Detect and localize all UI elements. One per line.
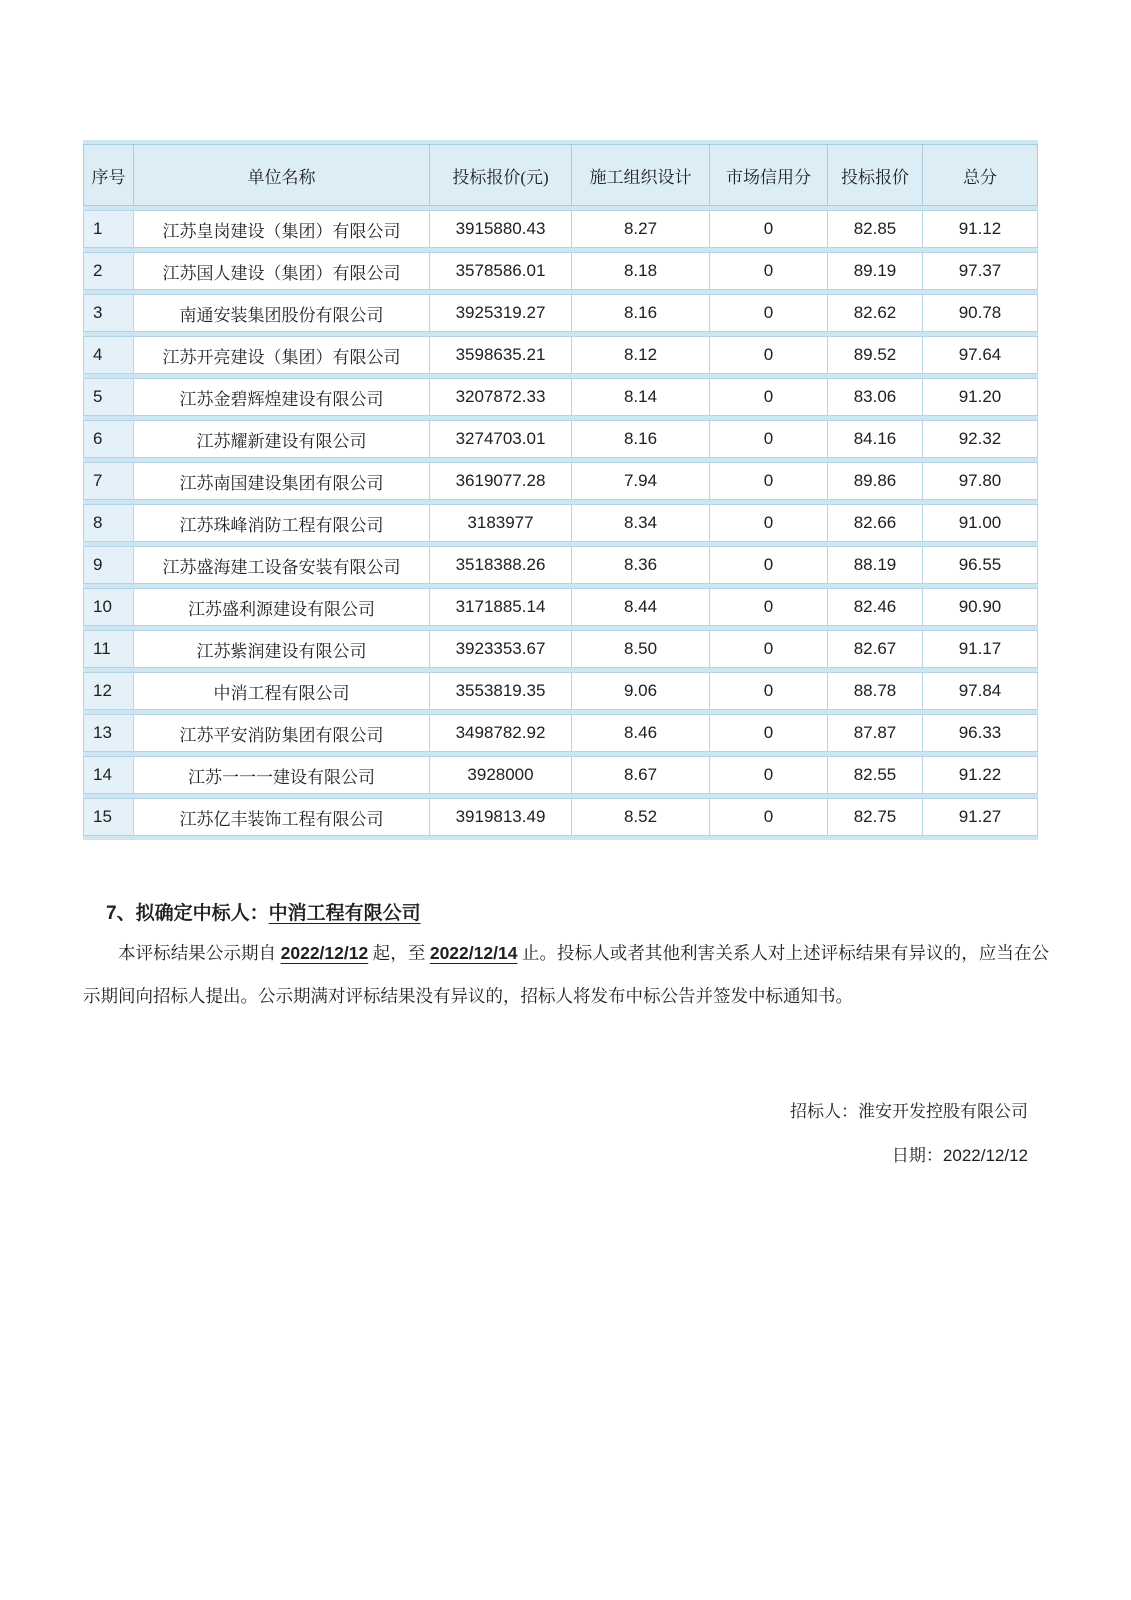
cell-design-score: 8.67 [572,756,710,794]
cell-price-score: 82.67 [828,630,923,668]
cell-seq: 3 [83,294,134,332]
cell-seq: 7 [83,462,134,500]
cell-company: 江苏皇岗建设（集团）有限公司 [134,210,430,248]
cell-seq: 6 [83,420,134,458]
cell-price-score: 88.78 [828,672,923,710]
cell-price-score: 87.87 [828,714,923,752]
cell-company: 江苏盛利源建设有限公司 [134,588,430,626]
cell-company: 中消工程有限公司 [134,672,430,710]
cell-seq: 14 [83,756,134,794]
table-row [83,210,1038,248]
cell-bid-price: 3274703.01 [430,420,572,458]
cell-price-score: 82.66 [828,504,923,542]
cell-seq: 9 [83,546,134,584]
table-row [83,336,1038,374]
notice-text-1: 本评标结果公示期自 [118,943,281,963]
header-seq: 序号 [83,144,134,206]
header-credit-score: 市场信用分 [710,144,828,206]
cell-company: 江苏平安消防集团有限公司 [134,714,430,752]
cell-total-score: 91.12 [923,210,1038,248]
cell-total-score: 91.27 [923,798,1038,836]
table-row [83,630,1038,668]
cell-credit-score: 0 [710,756,828,794]
cell-price-score: 83.06 [828,378,923,416]
cell-price-score: 82.46 [828,588,923,626]
cell-design-score: 7.94 [572,462,710,500]
table-row [83,420,1038,458]
cell-design-score: 8.12 [572,336,710,374]
header-price-score: 投标报价 [828,144,923,206]
cell-price-score: 89.86 [828,462,923,500]
cell-company: 江苏盛海建工设备安装有限公司 [134,546,430,584]
cell-bid-price: 3598635.21 [430,336,572,374]
cell-total-score: 90.78 [923,294,1038,332]
cell-bid-price: 3928000 [430,756,572,794]
cell-company: 江苏一一一建设有限公司 [134,756,430,794]
cell-design-score: 8.16 [572,420,710,458]
cell-bid-price: 3919813.49 [430,798,572,836]
cell-total-score: 91.20 [923,378,1038,416]
header-total-score: 总分 [923,144,1038,206]
cell-company: 江苏亿丰装饰工程有限公司 [134,798,430,836]
table-row [83,798,1038,836]
cell-seq: 2 [83,252,134,290]
cell-credit-score: 0 [710,588,828,626]
cell-credit-score: 0 [710,630,828,668]
cell-bid-price: 3171885.14 [430,588,572,626]
table-row [83,504,1038,542]
table-row [83,756,1038,794]
cell-company: 江苏南国建设集团有限公司 [134,462,430,500]
publicity-notice-paragraph [83,932,1049,1018]
cell-total-score: 97.84 [923,672,1038,710]
table-row [83,714,1038,752]
cell-seq: 5 [83,378,134,416]
cell-credit-score: 0 [710,546,828,584]
cell-seq: 4 [83,336,134,374]
cell-price-score: 82.75 [828,798,923,836]
cell-seq: 1 [83,210,134,248]
cell-total-score: 97.64 [923,336,1038,374]
cell-design-score: 8.36 [572,546,710,584]
cell-total-score: 90.90 [923,588,1038,626]
cell-company: 江苏珠峰消防工程有限公司 [134,504,430,542]
cell-bid-price: 3207872.33 [430,378,572,416]
cell-credit-score: 0 [710,336,828,374]
table-row [83,252,1038,290]
cell-seq: 8 [83,504,134,542]
cell-credit-score: 0 [710,714,828,752]
cell-company: 江苏耀新建设有限公司 [134,420,430,458]
notice-text-3: 止。投标人或者其他利害关系人对上述评标结果有异议的，应当在公示期间向招标人提出。公示期满对评标结果没有异议的，招标人将发布中标公告并签发中标通知书。 [83,943,1050,1006]
cell-design-score: 9.06 [572,672,710,710]
cell-bid-price: 3498782.92 [430,714,572,752]
table-body [83,210,1038,836]
cell-total-score: 91.22 [923,756,1038,794]
cell-credit-score: 0 [710,420,828,458]
cell-total-score: 96.55 [923,546,1038,584]
cell-bid-price: 3518388.26 [430,546,572,584]
winner-company-name: 中消工程有限公司 [268,903,421,924]
cell-bid-price: 3925319.27 [430,294,572,332]
cell-seq: 11 [83,630,134,668]
cell-price-score: 89.19 [828,252,923,290]
cell-bid-price: 3619077.28 [430,462,572,500]
bid-evaluation-table [83,140,1038,840]
table-row [83,378,1038,416]
publicity-end-date: 2022/12/14 [429,943,518,963]
header-bid-price: 投标报价(元) [430,144,572,206]
cell-company: 江苏开亮建设（集团）有限公司 [134,336,430,374]
publicity-start-date: 2022/12/12 [280,943,369,963]
cell-total-score: 91.00 [923,504,1038,542]
cell-price-score: 82.55 [828,756,923,794]
table-header [83,144,1038,206]
section-number: 7 [106,903,117,924]
cell-design-score: 8.16 [572,294,710,332]
cell-credit-score: 0 [710,462,828,500]
cell-design-score: 8.44 [572,588,710,626]
table-row [83,588,1038,626]
cell-bid-price: 3553819.35 [430,672,572,710]
cell-company: 江苏金碧辉煌建设有限公司 [134,378,430,416]
table-row [83,546,1038,584]
cell-credit-score: 0 [710,672,828,710]
cell-design-score: 8.18 [572,252,710,290]
cell-price-score: 89.52 [828,336,923,374]
cell-credit-score: 0 [710,798,828,836]
cell-total-score: 96.33 [923,714,1038,752]
table-row [83,462,1038,500]
cell-design-score: 8.34 [572,504,710,542]
cell-seq: 15 [83,798,134,836]
cell-total-score: 97.80 [923,462,1038,500]
cell-bid-price: 3923353.67 [430,630,572,668]
cell-company: 江苏紫润建设有限公司 [134,630,430,668]
cell-total-score: 91.17 [923,630,1038,668]
tenderer-signature-line: 招标人：淮安开发控股有限公司 [790,1102,1028,1121]
cell-bid-price: 3578586.01 [430,252,572,290]
cell-design-score: 8.27 [572,210,710,248]
cell-credit-score: 0 [710,210,828,248]
cell-price-score: 82.85 [828,210,923,248]
cell-total-score: 97.37 [923,252,1038,290]
cell-company: 南通安装集团股份有限公司 [134,294,430,332]
cell-bid-price: 3915880.43 [430,210,572,248]
winner-declaration-line [106,898,421,925]
cell-seq: 10 [83,588,134,626]
cell-credit-score: 0 [710,252,828,290]
cell-credit-score: 0 [710,378,828,416]
cell-credit-score: 0 [710,294,828,332]
header-company: 单位名称 [134,144,430,206]
cell-credit-score: 0 [710,504,828,542]
cell-design-score: 8.50 [572,630,710,668]
table-header-row [83,144,1038,206]
table-row [83,294,1038,332]
header-design-score: 施工组织设计 [572,144,710,206]
cell-price-score: 82.62 [828,294,923,332]
cell-design-score: 8.46 [572,714,710,752]
cell-design-score: 8.14 [572,378,710,416]
cell-seq: 13 [83,714,134,752]
cell-price-score: 88.19 [828,546,923,584]
cell-total-score: 92.32 [923,420,1038,458]
cell-design-score: 8.52 [572,798,710,836]
cell-bid-price: 3183977 [430,504,572,542]
cell-seq: 12 [83,672,134,710]
notice-text-2: 起，至 [368,943,430,963]
document-date-line: 日期：2022/12/12 [891,1146,1028,1165]
winner-label: 、拟确定中标人： [116,903,269,924]
cell-company: 江苏国人建设（集团）有限公司 [134,252,430,290]
cell-price-score: 84.16 [828,420,923,458]
table-row [83,672,1038,710]
